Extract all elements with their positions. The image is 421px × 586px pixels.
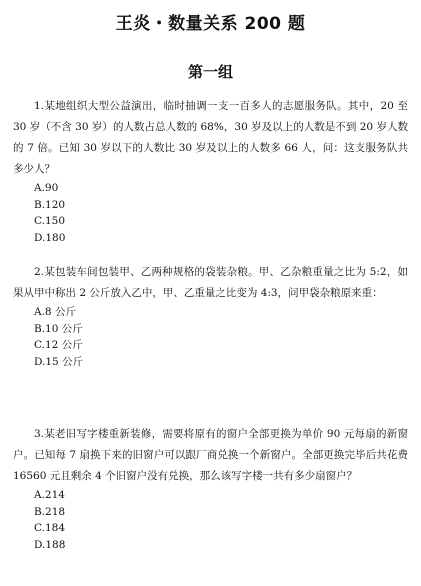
question-text: 3.某老旧写字楼重新装修，需要将原有的窗户全部更换为单价 90 元每扇的新窗户。已知每 7 扇换下来的旧窗户可以跟厂商兑换一个新窗户。全部更换完毕后共花费 16560 元且剩余 4 个旧窗户没有兑换，那么该写字楼一共有多少扇窗户？ <box>13 428 408 482</box>
question-text: 1.某地组织大型公益演出，临时抽调一支一百多人的志愿服务队。其中，20 至 30 岁（不含 30 岁）的人数占总人数的 68%，30 岁及以上的人数是不到 20 岁人数的 7 倍。已知 30 岁以下的人数比 30 岁及以上的人数多 66 人，问：这支服务队共多少人？ <box>13 100 408 175</box>
option-c: C.150 <box>34 215 66 227</box>
option-c: C.12 公斤 <box>34 339 83 351</box>
option-list <box>13 180 408 246</box>
question-2 <box>13 262 408 370</box>
option-a: A.8 公斤 <box>34 306 76 318</box>
option-a: A.90 <box>34 182 59 194</box>
question-1 <box>13 96 408 246</box>
option-d: D.180 <box>34 231 66 244</box>
option-a: A.214 <box>34 489 65 501</box>
section-title: 第一组 <box>187 63 233 81</box>
option-b: B.120 <box>34 198 66 211</box>
question-3 <box>13 424 408 553</box>
option-d: D.188 <box>34 538 66 551</box>
option-b: B.218 <box>34 505 66 518</box>
option-b: B.10 公斤 <box>34 322 83 335</box>
option-list <box>13 304 408 370</box>
option-list <box>13 487 408 553</box>
option-c: C.184 <box>34 522 66 534</box>
question-text: 2.某包装车间包装甲、乙两种规格的袋装杂粮。甲、乙杂粮重量之比为 5:2，如果从甲中称出 2 公斤放入乙中，甲、乙重量之比变为 4:3，问甲袋杂粮原来重： <box>13 266 408 299</box>
option-d: D.15 公斤 <box>34 355 84 368</box>
document-title: 王炎・数量关系 200 题 <box>115 14 306 34</box>
